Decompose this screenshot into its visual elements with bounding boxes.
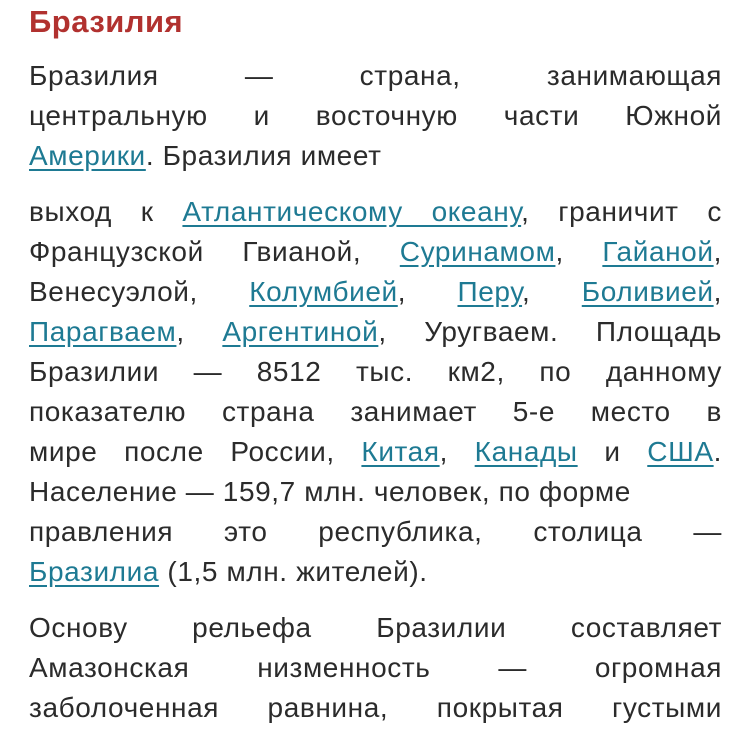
text-line: Венесуэлой, Колумбией, Перу, Боливией, [29, 276, 722, 307]
link-bolivia[interactable]: Боливией [581, 276, 714, 307]
text-line: Бразилии — 8512 тыс. км2, по данному [29, 356, 722, 387]
link-guyana[interactable]: Гайаной [602, 236, 714, 267]
paragraph-intro [29, 56, 722, 176]
text-line: выход к Атлантическому океану, граничит с [29, 196, 722, 227]
text-line: Французской Гвианой, Суринамом, Гайаной, [29, 236, 722, 267]
text-line: Амазонская низменность — огромная [29, 652, 722, 683]
bottom-fade [0, 734, 750, 742]
text-line: Америки. Бразилия имеет [29, 140, 382, 171]
link-america[interactable]: Америки [29, 140, 146, 171]
text-line: Основу рельефа Бразилии составляет [29, 612, 722, 643]
link-brasilia[interactable]: Бразилиа [29, 556, 160, 587]
text-line: Бразилиа (1,5 млн. жителей). [29, 556, 428, 587]
article-title: Бразилия [29, 4, 184, 39]
text-line: Парагваем, Аргентиной, Уругваем. Площадь [29, 316, 722, 347]
link-china[interactable]: Китая [361, 436, 440, 467]
link-usa[interactable]: США [647, 436, 714, 467]
link-paraguay[interactable]: Парагваем [29, 316, 177, 347]
link-atlantic-ocean[interactable]: Атлантическому океану [182, 196, 522, 227]
text-line: правления это республика, столица — [29, 516, 722, 547]
paragraph-relief [29, 608, 722, 728]
text-line: Население — 159,7 млн. человек, по форме [29, 476, 631, 507]
link-peru[interactable]: Перу [457, 276, 523, 307]
link-colombia[interactable]: Колумбией [249, 276, 398, 307]
link-argentina[interactable]: Аргентиной [222, 316, 379, 347]
text-line: мире после России, Китая, Канады и США. [29, 436, 722, 467]
link-suriname[interactable]: Суринамом [399, 236, 556, 267]
text-line: заболоченная равнина, покрытая густыми [29, 692, 722, 723]
link-canada[interactable]: Канады [474, 436, 578, 467]
text-line: показателю страна занимает 5-е место в [29, 396, 722, 427]
text-line: Бразилия — страна, занимающая [29, 60, 722, 91]
text-line: центральную и восточную части Южной [29, 100, 722, 131]
paragraph-borders [29, 192, 722, 592]
